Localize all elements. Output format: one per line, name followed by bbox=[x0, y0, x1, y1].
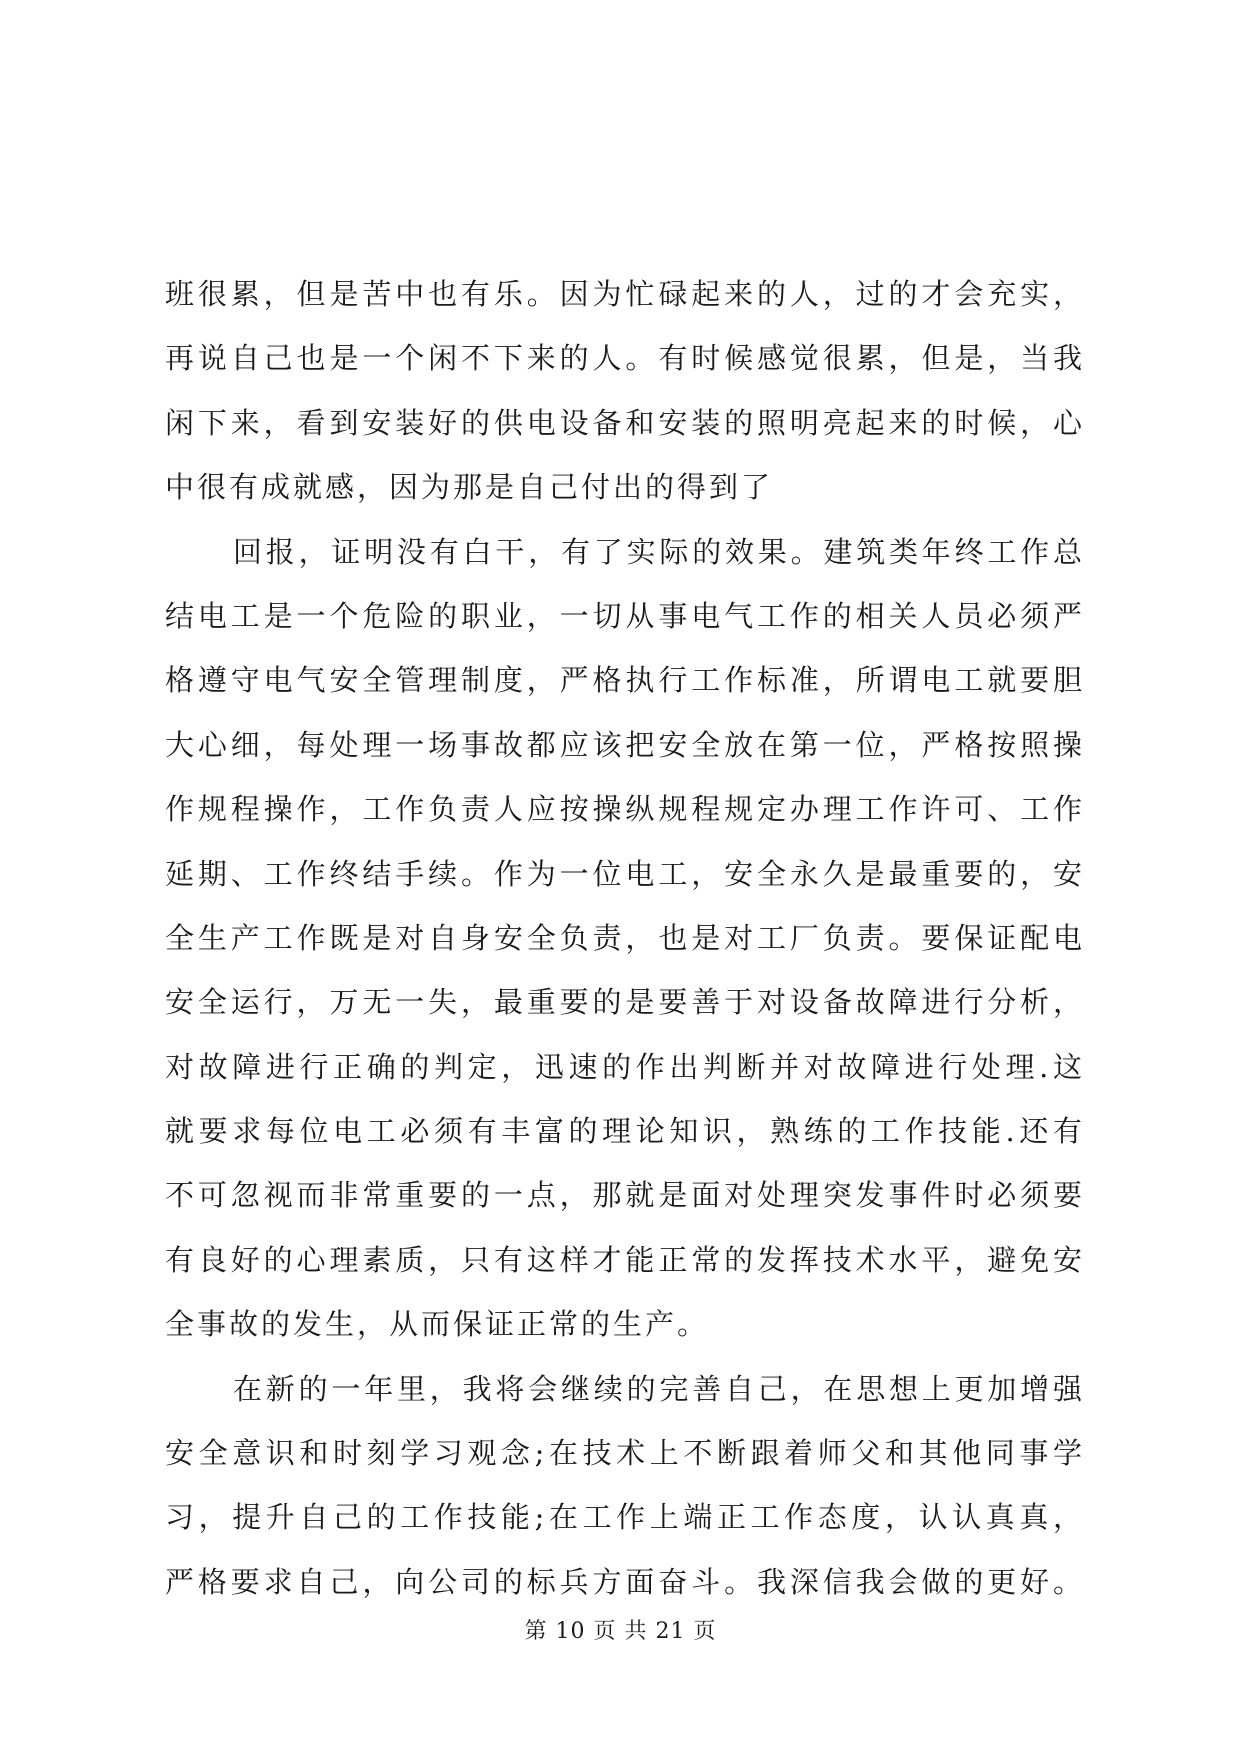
text-line: 中很有成就感，因为那是自己付出的得到了 bbox=[165, 470, 774, 505]
text-line: 再说自己也是一个闲不下来的人。有时候感觉很累，但是，当我 bbox=[165, 341, 1085, 376]
page-number-footer: 第 10 页 共 21 页 bbox=[524, 1619, 717, 1644]
paragraph bbox=[165, 262, 1085, 520]
text-line: 全事故的发生，从而保证正常的生产。 bbox=[165, 1307, 710, 1342]
paragraph bbox=[165, 1357, 1085, 1615]
text-line: 在新的一年里，我将会继续的完善自己，在思想上更加增强 bbox=[233, 1371, 1085, 1406]
text-line: 闲下来，看到安装好的供电设备和安装的照明亮起来的时候，心 bbox=[165, 405, 1085, 440]
paragraph bbox=[165, 520, 1085, 1357]
text-line: 大心细，每处理一场事故都应该把安全放在第一位，严格按照操 bbox=[165, 727, 1085, 762]
text-line: 班很累，但是苦中也有乐。因为忙碌起来的人，过的才会充实， bbox=[165, 277, 1085, 311]
document-body bbox=[165, 262, 1085, 1614]
text-line: 有良好的心理素质，只有这样才能正常的发挥技术水平，避免安 bbox=[165, 1242, 1085, 1277]
text-line: 就要求每位电工必须有丰富的理论知识，熟练的工作技能.还有 bbox=[165, 1114, 1085, 1149]
text-line: 不可忽视而非常重要的一点，那就是面对处理突发事件时必须要 bbox=[165, 1178, 1085, 1213]
text-line: 全生产工作既是对自身安全负责，也是对工厂负责。要保证配电 bbox=[165, 920, 1085, 955]
text-line: 安全意识和时刻学习观念;在技术上不断跟着师父和其他同事学 bbox=[165, 1436, 1085, 1471]
text-line: 对故障进行正确的判定，迅速的作出判断并对故障进行处理.这 bbox=[165, 1049, 1085, 1084]
text-line: 严格要求自己，向公司的标兵方面奋斗。我深信我会做的更好。 bbox=[165, 1564, 1085, 1599]
text-line: 延期、工作终结手续。作为一位电工，安全永久是最重要的，安 bbox=[165, 856, 1085, 891]
text-line: 安全运行，万无一失，最重要的是要善于对设备故障进行分析， bbox=[165, 985, 1085, 1020]
text-line: 结电工是一个危险的职业，一切从事电气工作的相关人员必须严 bbox=[165, 598, 1085, 633]
text-line: 格遵守电气安全管理制度，严格执行工作标准，所谓电工就要胆 bbox=[165, 663, 1085, 698]
text-line: 作规程操作，工作负责人应按操纵规程规定办理工作许可、工作 bbox=[165, 792, 1085, 827]
text-line: 习，提升自己的工作技能;在工作上端正工作态度，认认真真， bbox=[165, 1500, 1085, 1535]
text-line: 回报，证明没有白干，有了实际的效果。建筑类年终工作总 bbox=[233, 534, 1085, 569]
